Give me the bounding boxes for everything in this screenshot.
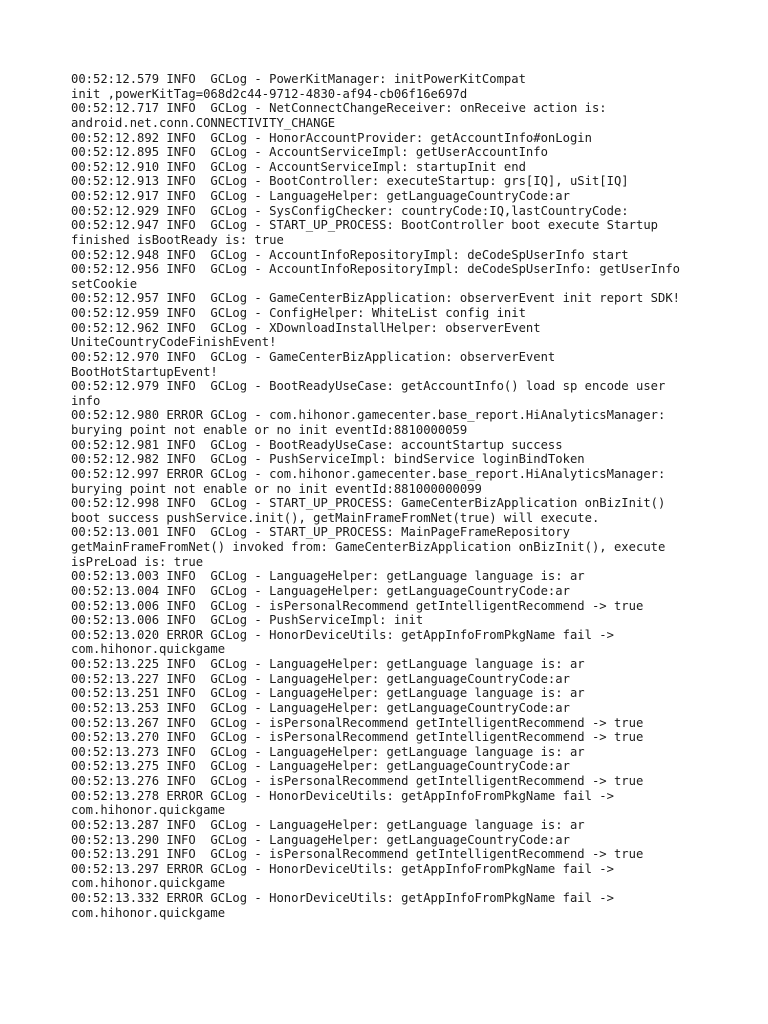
log-line: UniteCountryCodeFinishEvent! bbox=[71, 335, 277, 350]
log-line: 00:52:12.892 INFO GCLog - HonorAccountProvider: getAccountInfo#onLogin bbox=[71, 130, 592, 145]
log-line: 00:52:13.276 INFO GCLog - isPersonalRecommend getIntelligentRecommend -> true bbox=[71, 774, 644, 788]
log-line: 00:52:12.895 INFO GCLog - AccountServiceImpl: getUserAccountInfo bbox=[71, 145, 548, 160]
log-line: finished isBootReady is: true bbox=[71, 232, 284, 247]
log-line: 00:52:13.006 INFO GCLog - isPersonalRecommend getIntelligentRecommend -> true bbox=[71, 598, 644, 613]
log-line: 00:52:12.910 INFO GCLog - AccountServiceImpl: startupInit end bbox=[71, 159, 526, 174]
log-line: init ,powerKitTag=068d2c44-9712-4830-af94-cb06f16e697d bbox=[71, 86, 468, 101]
log-line: 00:52:13.290 INFO GCLog - LanguageHelper: getLanguageCountryCode:ar bbox=[71, 832, 570, 847]
log-line: 00:52:13.275 INFO GCLog - LanguageHelper: getLanguageCountryCode:ar bbox=[71, 759, 570, 774]
log-line: burying point not enable or no init eventId:881000000099 bbox=[71, 481, 482, 496]
log-line: 00:52:13.225 INFO GCLog - LanguageHelper: getLanguage language is: ar bbox=[71, 657, 585, 671]
log-line: isPreLoad is: true bbox=[71, 554, 204, 569]
log-line: com.hihonor.quickgame bbox=[71, 642, 226, 657]
log-line: 00:52:13.006 INFO GCLog - PushServiceImpl: init bbox=[71, 613, 424, 628]
log-line: 00:52:12.947 INFO GCLog - START_UP_PROCESS: BootController boot execute Startup bbox=[71, 218, 658, 233]
log-line: com.hihonor.quickgame bbox=[71, 905, 226, 920]
log-line: 00:52:13.020 ERROR GCLog - HonorDeviceUtils: getAppInfoFromPkgName fail -> bbox=[71, 627, 614, 642]
log-line: com.hihonor.quickgame bbox=[71, 803, 226, 818]
log-line: 00:52:12.997 ERROR GCLog - com.hihonor.gamecenter.base_report.HiAnalyticsManager: bbox=[71, 466, 666, 481]
log-line: getMainFrameFromNet() invoked from: GameCenterBizApplication onBizInit(), execute bbox=[71, 540, 666, 554]
log-line: BootHotStartupEvent! bbox=[71, 364, 218, 379]
log-line: 00:52:13.267 INFO GCLog - isPersonalRecommend getIntelligentRecommend -> true bbox=[71, 715, 644, 730]
log-line: 00:52:12.948 INFO GCLog - AccountInfoRepositoryImpl: deCodeSpUserInfo start bbox=[71, 247, 629, 262]
log-line: 00:52:13.297 ERROR GCLog - HonorDeviceUtils: getAppInfoFromPkgName fail -> bbox=[71, 861, 614, 876]
log-line: 00:52:13.001 INFO GCLog - START_UP_PROCESS: MainPageFrameRepository bbox=[71, 525, 570, 540]
log-line: 00:52:13.004 INFO GCLog - LanguageHelper: getLanguageCountryCode:ar bbox=[71, 583, 570, 598]
log-line: 00:52:13.332 ERROR GCLog - HonorDeviceUtils: getAppInfoFromPkgName fail -> bbox=[71, 891, 614, 905]
log-line: 00:52:13.287 INFO GCLog - LanguageHelper: getLanguage language is: ar bbox=[71, 817, 585, 832]
log-line: burying point not enable or no init eventId:8810000059 bbox=[71, 423, 468, 437]
log-line: 00:52:12.913 INFO GCLog - BootController: executeStartup: grs[IQ], uSit[IQ] bbox=[71, 174, 629, 189]
log-line: info bbox=[71, 393, 101, 408]
log-line: 00:52:12.981 INFO GCLog - BootReadyUseCase: accountStartup success bbox=[71, 437, 563, 452]
log-line: 00:52:12.929 INFO GCLog - SysConfigChecker: countryCode:IQ,lastCountryCode: bbox=[71, 203, 629, 218]
log-line: 00:52:12.962 INFO GCLog - XDownloadInstallHelper: observerEvent bbox=[71, 320, 541, 335]
log-line: 00:52:12.998 INFO GCLog - START_UP_PROCESS: GameCenterBizApplication onBizInit() bbox=[71, 496, 666, 511]
log-line: 00:52:12.970 INFO GCLog - GameCenterBizApplication: observerEvent bbox=[71, 349, 556, 364]
log-line: 00:52:13.003 INFO GCLog - LanguageHelper: getLanguage language is: ar bbox=[71, 569, 585, 584]
log-line: 00:52:12.956 INFO GCLog - AccountInfoRepositoryImpl: deCodeSpUserInfo: getUserInfo bbox=[71, 262, 681, 277]
log-line: 00:52:12.717 INFO GCLog - NetConnectChangeReceiver: onReceive action is: bbox=[71, 101, 607, 116]
log-line: 00:52:13.278 ERROR GCLog - HonorDeviceUtils: getAppInfoFromPkgName fail -> bbox=[71, 788, 614, 803]
log-line: 00:52:12.917 INFO GCLog - LanguageHelper: getLanguageCountryCode:ar bbox=[71, 189, 570, 203]
log-line: 00:52:13.291 INFO GCLog - isPersonalRecommend getIntelligentRecommend -> true bbox=[71, 847, 644, 862]
log-line: 00:52:12.957 INFO GCLog - GameCenterBizApplication: observerEvent init report SDK! bbox=[71, 291, 681, 306]
log-body bbox=[71, 72, 711, 920]
log-line: 00:52:12.982 INFO GCLog - PushServiceImpl: bindService loginBindToken bbox=[71, 452, 585, 467]
log-line: 00:52:12.579 INFO GCLog - PowerKitManager: initPowerKitCompat bbox=[71, 72, 526, 86]
log-line: 00:52:13.253 INFO GCLog - LanguageHelper: getLanguageCountryCode:ar bbox=[71, 700, 570, 715]
log-line: 00:52:13.273 INFO GCLog - LanguageHelper: getLanguage language is: ar bbox=[71, 744, 585, 759]
log-line: com.hihonor.quickgame bbox=[71, 876, 226, 891]
log-line: 00:52:13.227 INFO GCLog - LanguageHelper: getLanguageCountryCode:ar bbox=[71, 671, 570, 686]
log-line: 00:52:13.251 INFO GCLog - LanguageHelper: getLanguage language is: ar bbox=[71, 686, 585, 701]
log-line: 00:52:13.270 INFO GCLog - isPersonalRecommend getIntelligentRecommend -> true bbox=[71, 730, 644, 745]
log-line: boot success pushService.init(), getMainFrameFromNet(true) will execute. bbox=[71, 510, 600, 525]
log-line: android.net.conn.CONNECTIVITY_CHANGE bbox=[71, 115, 336, 130]
log-line: 00:52:12.979 INFO GCLog - BootReadyUseCase: getAccountInfo() load sp encode user bbox=[71, 379, 666, 394]
log-line: setCookie bbox=[71, 276, 138, 291]
log-line: 00:52:12.959 INFO GCLog - ConfigHelper: WhiteList config init bbox=[71, 306, 526, 320]
log-document bbox=[71, 72, 711, 920]
log-line: 00:52:12.980 ERROR GCLog - com.hihonor.gamecenter.base_report.HiAnalyticsManager: bbox=[71, 408, 666, 423]
